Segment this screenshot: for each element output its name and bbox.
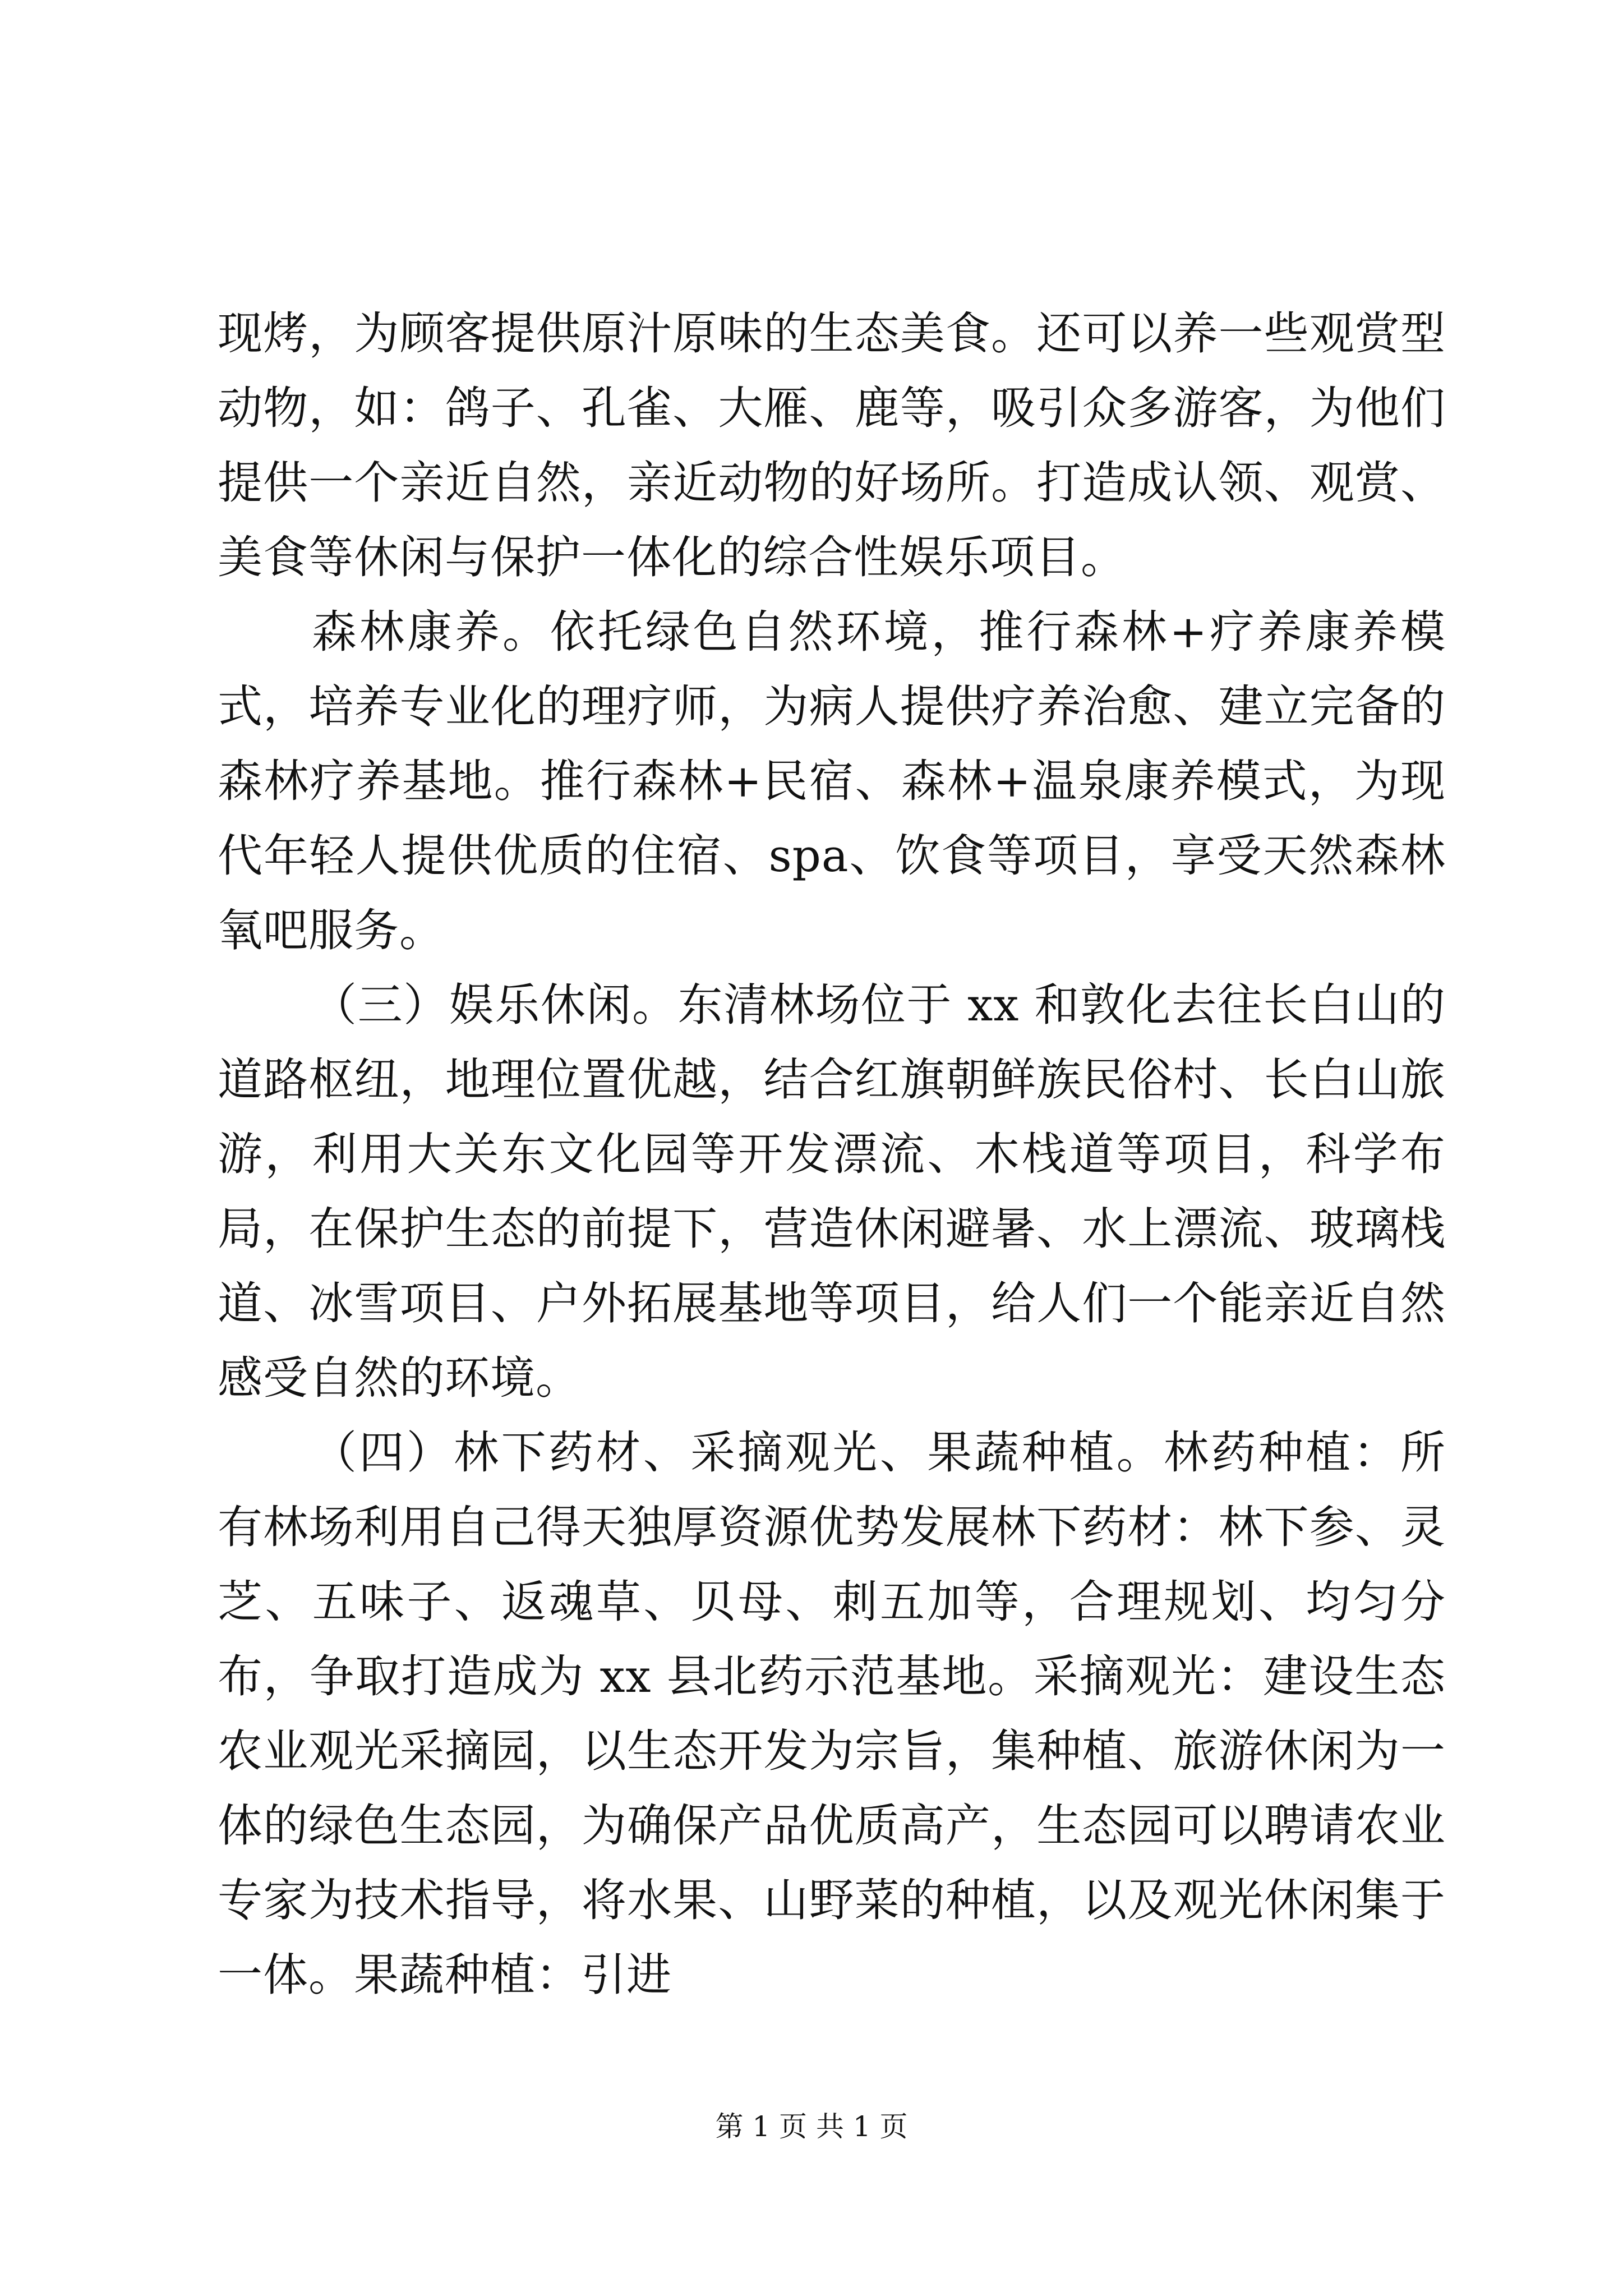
paragraph-1: 现烤，为顾客提供原汁原味的生态美食。还可以养一些观赏型动物，如：鸽子、孔雀、大雁、鹿等，吸引众多游客，为他们提供一个亲近自然，亲近动物的好场所。打造成认领、观赏、美食等休闲与保护一体化的综合性娱乐项目。 (218, 307, 1446, 583)
paragraph-4: （四）林下药材、采摘观光、果蔬种植。林药种植：所有林场利用自己得天独厚资源优势发展林下药材：林下参、灵芝、五味子、返魂草、贝母、刺五加等，合理规划、均匀分布，争取打造成为 xx 县北药示范基地。采摘观光：建设生态农业观光采摘园，以生态开发为宗旨，集种植、旅游休闲为一体的绿色生态园，为确保产品优质高产，生态园可以聘请农业专家为技术指导，将水果、山野菜的种植，以及观光休闲集于一体。果蔬种植：引进 (218, 1427, 1446, 2001)
paragraph-2: 森林康养。依托绿色自然环境，推行森林+疗养康养模式，培养专业化的理疗师，为病人提供疗养治愈、建立完备的森林疗养基地。推行森林+民宿、森林+温泉康养模式，为现代年轻人提供优质的住宿、spa、饮食等项目，享受天然森林氧吧服务。 (218, 606, 1446, 956)
paragraph-3: （三）娱乐休闲。东清林场位于 xx 和敦化去往长白山的道路枢纽，地理位置优越，结合红旗朝鲜族民俗村、长白山旅游，利用大关东文化园等开发漂流、木栈道等项目，科学布局，在保护生态的前提下，营造休闲避暑、水上漂流、玻璃栈道、冰雪项目、户外拓展基地等项目，给人们一个能亲近自然感受自然的环境。 (218, 979, 1446, 1404)
document-body (218, 296, 1446, 2012)
page-footer: 第 1 页 共 1 页 (715, 2110, 908, 2143)
